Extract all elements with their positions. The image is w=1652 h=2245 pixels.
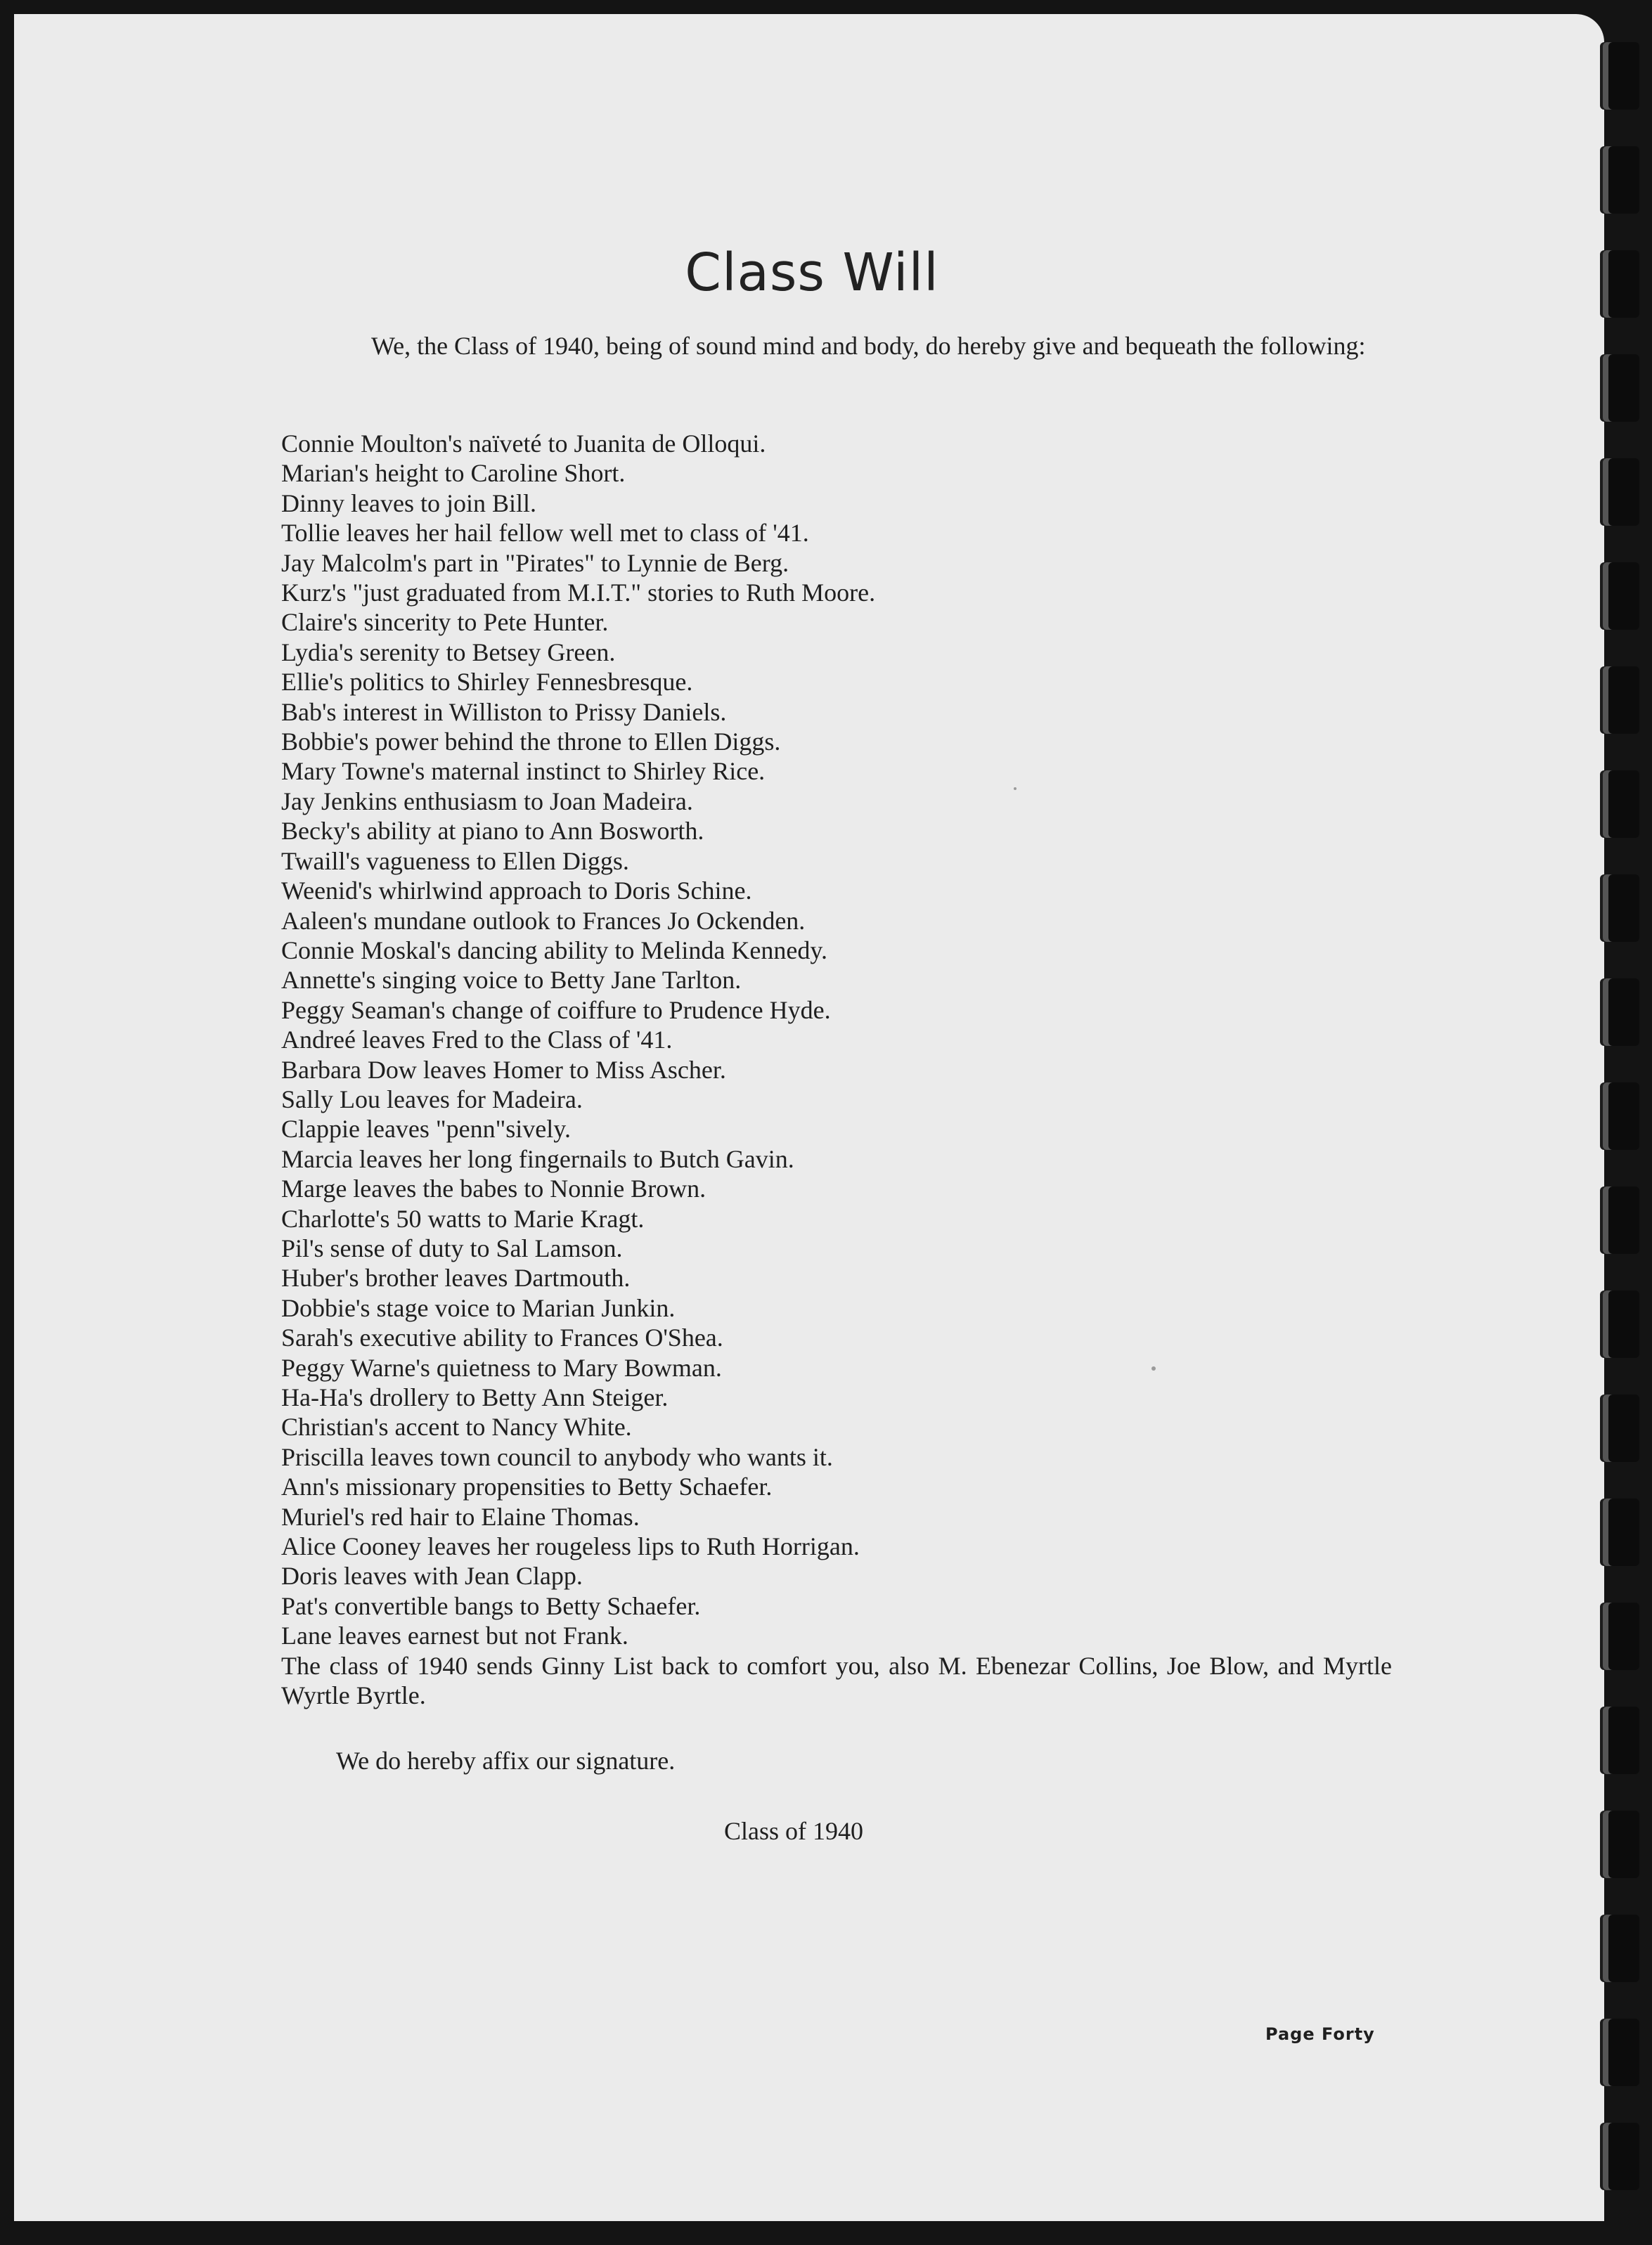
list-item: Dinny leaves to join Bill. [281,489,536,517]
binding-hole [1608,250,1639,318]
spiral-binding [1608,28,1651,2214]
intro-paragraph: We, the Class of 1940, being of sound mind and body, do hereby give and bequeath the following: [371,332,1366,360]
binding-hole [1608,2019,1639,2086]
binding-hole [1608,1082,1639,1150]
binding-hole [1608,42,1639,110]
closing-statement: We do hereby affix our signature. [336,1747,676,1775]
binding-hole [1608,354,1639,422]
list-item: Ha-Ha's drollery to Betty Ann Steiger. [281,1383,669,1411]
binding-hole [1608,1186,1639,1254]
bequest-list [281,429,1392,1710]
list-item: Weenid's whirlwind approach to Doris Schine. [281,876,752,905]
list-item: Aaleen's mundane outlook to Frances Jo Ockenden. [281,906,806,935]
binding-hole [1608,874,1639,942]
binding-hole [1608,1290,1639,1358]
binding-hole [1608,2123,1639,2190]
list-item: Ellie's politics to Shirley Fennesbresque. [281,668,693,697]
list-item: Twaill's vagueness to Ellen Diggs. [281,846,629,875]
list-item: Claire's sincerity to Pete Hunter. [281,608,609,637]
list-item: Marian's height to Caroline Short. [281,459,626,488]
list-item: Sally Lou leaves for Madeira. [281,1085,583,1113]
binding-hole [1608,978,1639,1046]
page-title: Class Will [685,242,939,303]
binding-hole [1608,1395,1639,1462]
list-item: Peggy Warne's quietness to Mary Bowman. [281,1353,722,1382]
signature: Class of 1940 [724,1817,863,1845]
binding-hole [1608,146,1639,214]
list-item: Marcia leaves her long fingernails to Butch Gavin. [281,1144,794,1173]
list-item: Bobbie's power behind the throne to Ellen Diggs. [281,727,781,756]
list-item: Muriel's red hair to Elaine Thomas. [281,1502,640,1531]
list-item: Alice Cooney leaves her rougeless lips to Ruth Horrigan. [281,1532,860,1561]
list-item: Mary Towne's maternal instinct to Shirley Rice. [281,757,766,786]
binding-hole [1608,458,1639,526]
list-item: Andreé leaves Fred to the Class of '41. [281,1026,673,1054]
list-item: Annette's singing voice to Betty Jane Tarlton. [281,966,742,995]
list-item: Dobbie's stage voice to Marian Junkin. [281,1293,676,1322]
list-item: The class of 1940 sends Ginny List back to comfort you, also M. Ebenezar Collins, Joe Blow, and Myrtle Wyrtle Byrtle. [281,1651,1392,1710]
list-item: Kurz's "just graduated from M.I.T." stories to Ruth Moore. [281,578,876,607]
binding-hole [1608,666,1639,734]
binding-hole [1608,562,1639,630]
binding-hole [1608,1915,1639,1982]
list-item: Priscilla leaves town council to anybody who wants it. [281,1442,833,1471]
list-item: Lydia's serenity to Betsey Green. [281,638,616,666]
list-item: Doris leaves with Jean Clapp. [281,1562,583,1591]
binding-hole [1608,1811,1639,1878]
list-item: Jay Jenkins enthusiasm to Joan Madeira. [281,787,693,815]
binding-hole [1608,1499,1639,1566]
list-item: Christian's accent to Nancy White. [281,1413,632,1442]
list-item: Marge leaves the babes to Nonnie Brown. [281,1175,706,1203]
list-item: Connie Moulton's naïveté to Juanita de Olloqui. [281,429,766,458]
list-item: Charlotte's 50 watts to Marie Kragt. [281,1204,645,1233]
list-item: Ann's missionary propensities to Betty Schaefer. [281,1473,773,1501]
binding-hole [1608,770,1639,838]
page-number: Page Forty [1265,2024,1375,2044]
list-item: Pat's convertible bangs to Betty Schaefer. [281,1591,701,1620]
list-item: Sarah's executive ability to Frances O'Shea. [281,1324,723,1352]
list-item: Becky's ability at piano to Ann Bosworth. [281,817,704,846]
list-item: Pil's sense of duty to Sal Lamson. [281,1234,623,1262]
list-item: Tollie leaves her hail fellow well met to class of '41. [281,519,809,548]
list-item: Peggy Seaman's change of coiffure to Prudence Hyde. [281,995,831,1024]
list-item: Bab's interest in Williston to Prissy Daniels. [281,697,727,726]
binding-hole [1608,1707,1639,1774]
list-item: Connie Moskal's dancing ability to Melinda Kennedy. [281,936,828,964]
binding-hole [1608,1603,1639,1670]
list-item: Barbara Dow leaves Homer to Miss Ascher. [281,1055,726,1084]
list-item: Huber's brother leaves Dartmouth. [281,1264,631,1293]
list-item: Lane leaves earnest but not Frank. [281,1622,628,1650]
list-item: Jay Malcolm's part in "Pirates" to Lynnie de Berg. [281,548,789,577]
list-item: Clappie leaves "penn"sively. [281,1115,571,1144]
